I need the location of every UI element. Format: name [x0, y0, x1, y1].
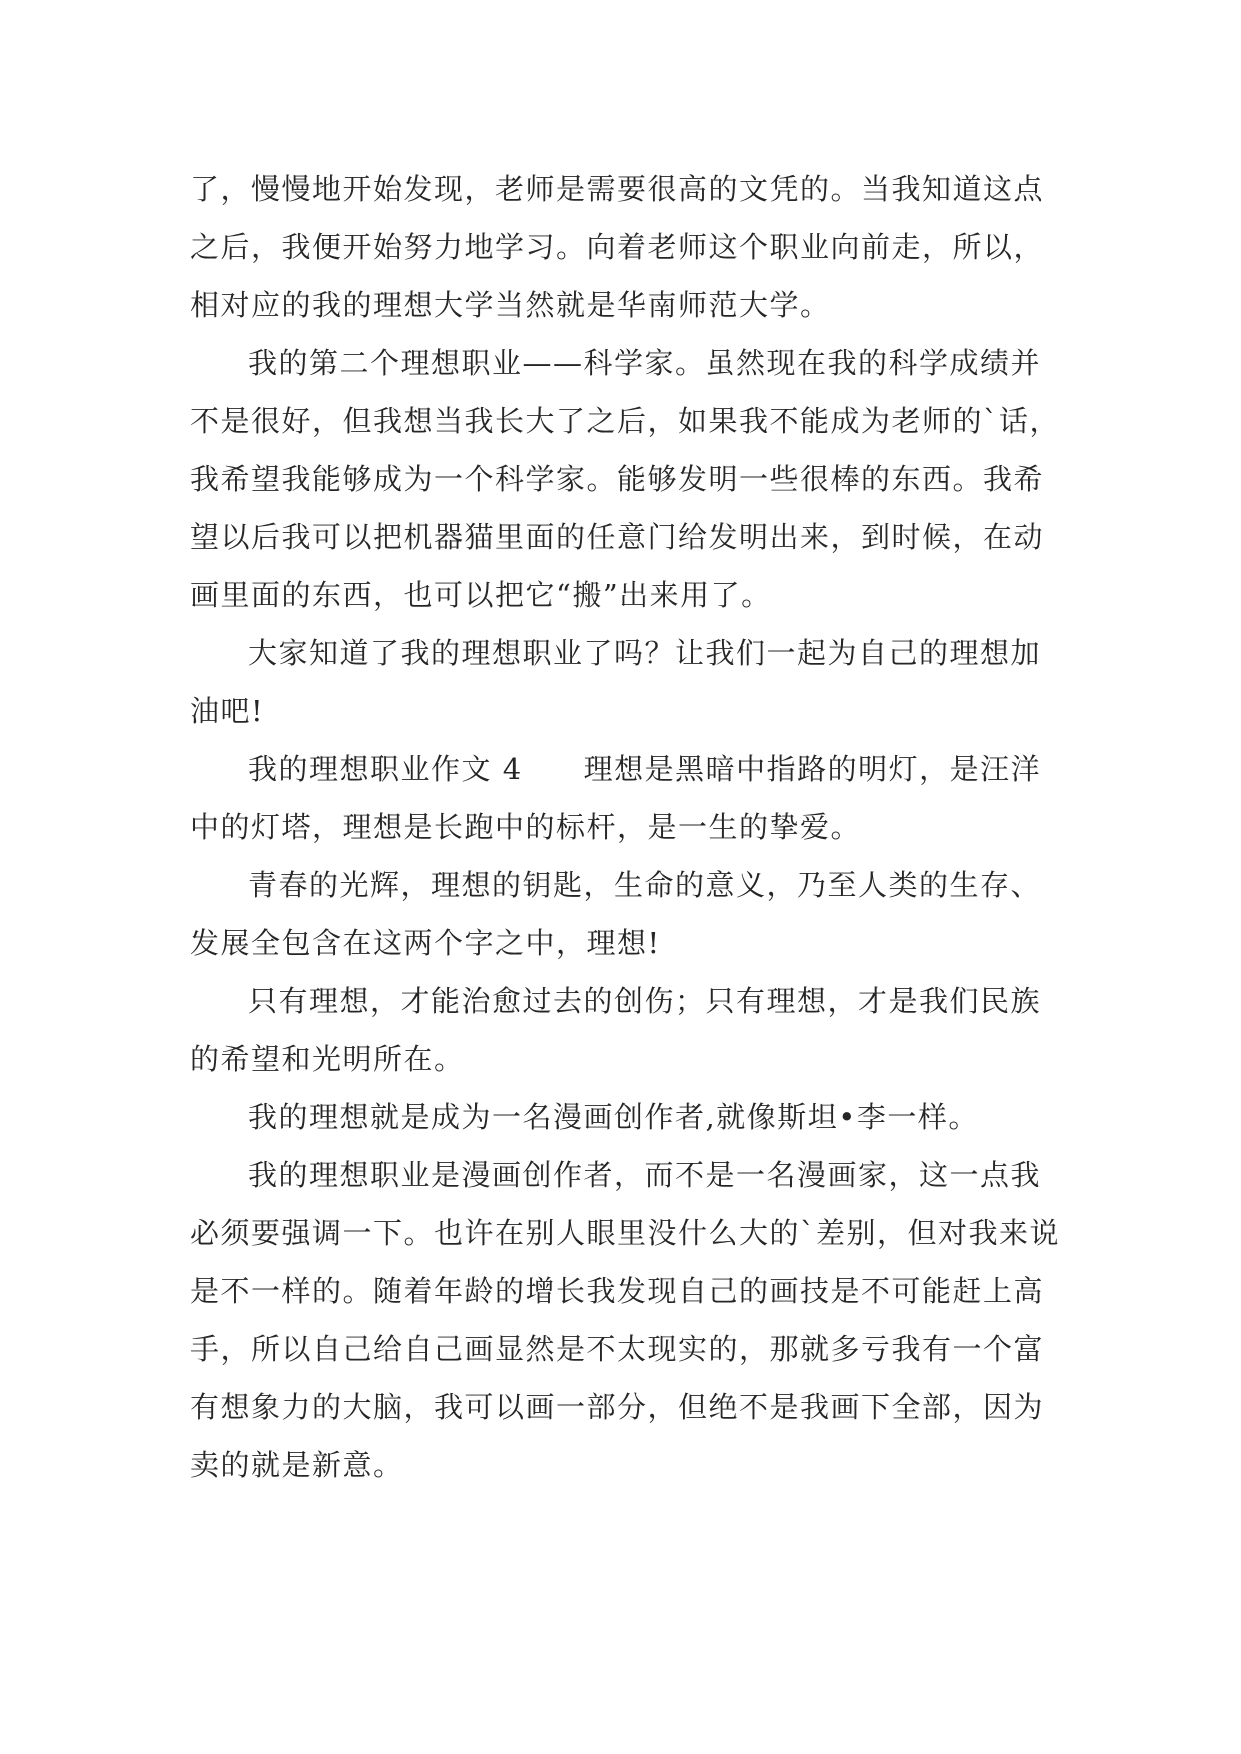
paragraph-essay-4-intro: 我的理想职业作文 4 理想是黑暗中指路的明灯，是汪洋中的灯塔，理想是长跑中的标杆，是一生的挚爱。 [190, 752, 1042, 844]
paragraph-only-ideal: 只有理想，才能治愈过去的创伤；只有理想，才是我们民族的希望和光明所在。 [190, 984, 1042, 1076]
body-text [190, 160, 1070, 1494]
paragraph-comic-detail: 我的理想职业是漫画创作者，而不是一名漫画家，这一点我必须要强调一下。也许在别人眼里没什么大的`差别，但对我来说是不一样的。随着年龄的增长我发现自己的画技是不可能赶上高手，所以自己给自己画显然是不太现实的，那就多亏我有一个富有想象力的大脑，我可以画一部分，但绝不是我画下全部，因为卖的就是新意。 [190, 1158, 1061, 1482]
paragraph-continuation: 了，慢慢地开始发现，老师是需要很高的文凭的。当我知道这点之后，我便开始努力地学习。向着老师这个职业向前走，所以，相对应的我的理想大学当然就是华南师范大学。 [190, 172, 1045, 322]
paragraph-comic-creator: 我的理想就是成为一名漫画创作者,就像斯坦•李一样。 [248, 1100, 979, 1134]
paragraph-youth: 青春的光辉，理想的钥匙，生命的意义，乃至人类的生存、发展全包含在这两个字之中，理想! [190, 868, 1042, 960]
paragraph-closing-question: 大家知道了我的理想职业了吗？让我们一起为自己的理想加油吧! [190, 636, 1042, 728]
paragraph-scientist: 我的第二个理想职业——科学家。虽然现在我的科学成绩并不是很好，但我想当我长大了之后，如果我不能成为老师的`话，我希望我能够成为一个科学家。能够发明一些很棒的东西。我希望以后我可以把机器猫里面的任意门给发明出来，到时候，在动画里面的东西，也可以把它“搬”出来用了。 [190, 346, 1061, 612]
